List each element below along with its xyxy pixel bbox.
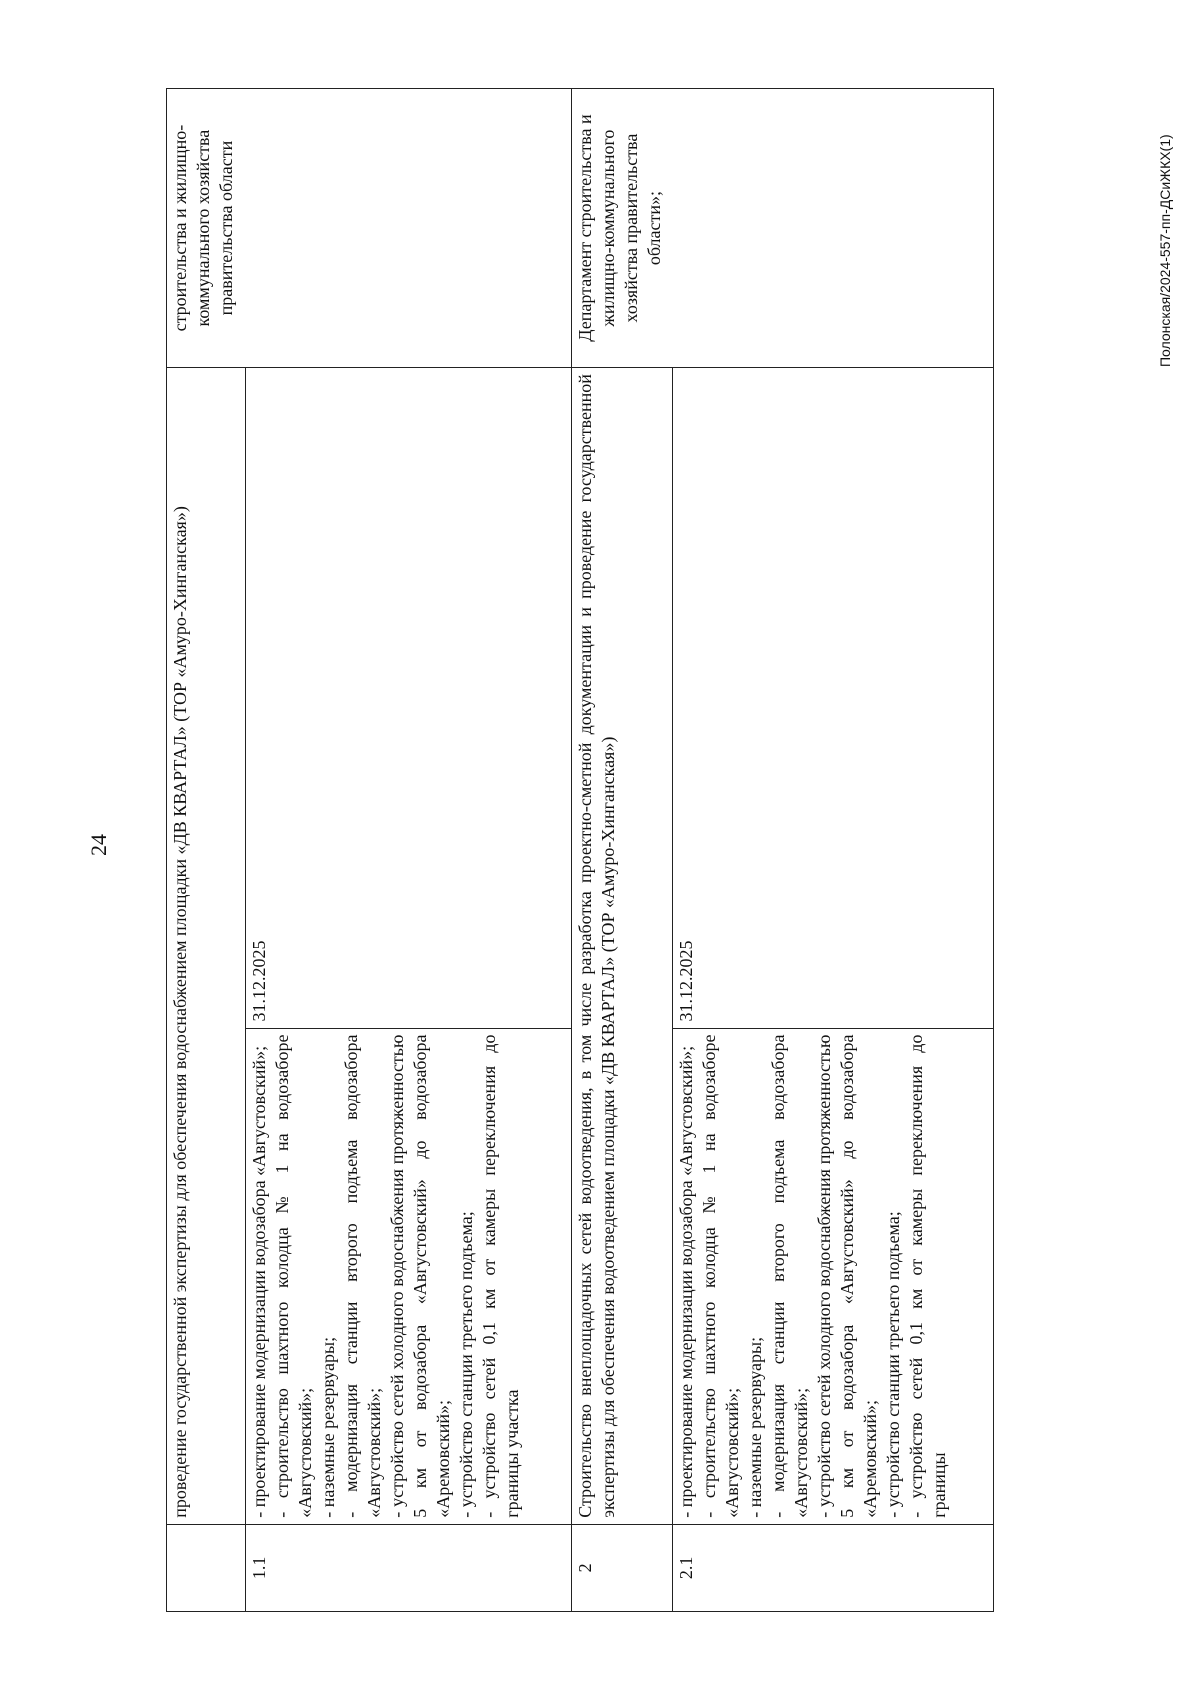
work-item: - устройство станции третьего подъема; — [883, 1211, 904, 1518]
work-item: - проектирование модернизации водозабора «Августовский»; — [676, 1045, 696, 1518]
work-item: - строительство шахтного колодца № 1 на водозаборе «Августовский»; — [272, 1034, 316, 1518]
work-item: - устройство станции третьего подъема; — [456, 1211, 477, 1518]
table-row — [572, 89, 673, 1612]
work-item: - проектирование модернизации водозабора «Августовский»; — [249, 1045, 269, 1518]
page-number: 24 — [86, 834, 111, 856]
section-title: проведение государственной экспертизы для обеспечения водоснабжением площадки «ДВ КВАРТАЛ» (ТОР «Амуро-Хинганская») — [167, 368, 246, 1525]
work-item: - устройство сетей 0,1 км от камеры переключения до границы — [906, 1034, 950, 1518]
table-row — [167, 89, 246, 1612]
work-item: - устройство сетей холодного водоснабжения протяженностью 5 км от водозабора «Августовский» до водозабора «Аремовский»; — [387, 1034, 454, 1518]
document-table-frame — [166, 88, 993, 1612]
row-number: 2.1 — [673, 1524, 994, 1611]
row-number — [167, 1524, 246, 1611]
responsible-cell: строительства и жилищно-коммунального хозяйства правительства области — [167, 89, 572, 368]
work-item: - строительство шахтного колодца № 1 на водозаборе «Августовский»; — [699, 1034, 743, 1518]
row-number: 1.1 — [246, 1524, 572, 1611]
work-item: - устройство сетей холодного водоснабжения протяженностью 5 км от водозабора «Августовский» до водозабора «Аремовский»; — [814, 1034, 881, 1518]
responsible-cell: Департамент строительства и жилищно-коммунального хозяйства правительства области»; — [572, 89, 994, 368]
work-item: - модернизация станции второго подъема водозабора «Августовский»; — [341, 1034, 385, 1518]
deadline-date: 31.12.2025 — [673, 368, 994, 1028]
row-number: 2 — [572, 1524, 673, 1611]
deadline-date: 31.12.2025 — [246, 368, 572, 1028]
work-item: - наземные резервуары; — [318, 1336, 339, 1518]
work-items-cell — [246, 1028, 572, 1524]
measures-table — [166, 88, 994, 1612]
work-items-cell — [673, 1028, 994, 1524]
footer-document-code: Полонская/2024-557-пп-ДСиЖКХ(1) — [1157, 134, 1173, 367]
work-item: - модернизация станции второго подъема водозабора «Августовский»; — [768, 1034, 812, 1518]
section-title: Строительство внеплощадочных сетей водоотведения, в том числе разработка проектно-сметной документации и проведение государственной экспертизы для обеспечения водоотведением площадки «ДВ КВАРТАЛ» (ТОР «Амуро-Хинганская») — [572, 368, 673, 1525]
work-item: - устройство сетей 0,1 км от камеры переключения до границы участка — [479, 1034, 523, 1518]
work-item: - наземные резервуары; — [745, 1336, 766, 1518]
